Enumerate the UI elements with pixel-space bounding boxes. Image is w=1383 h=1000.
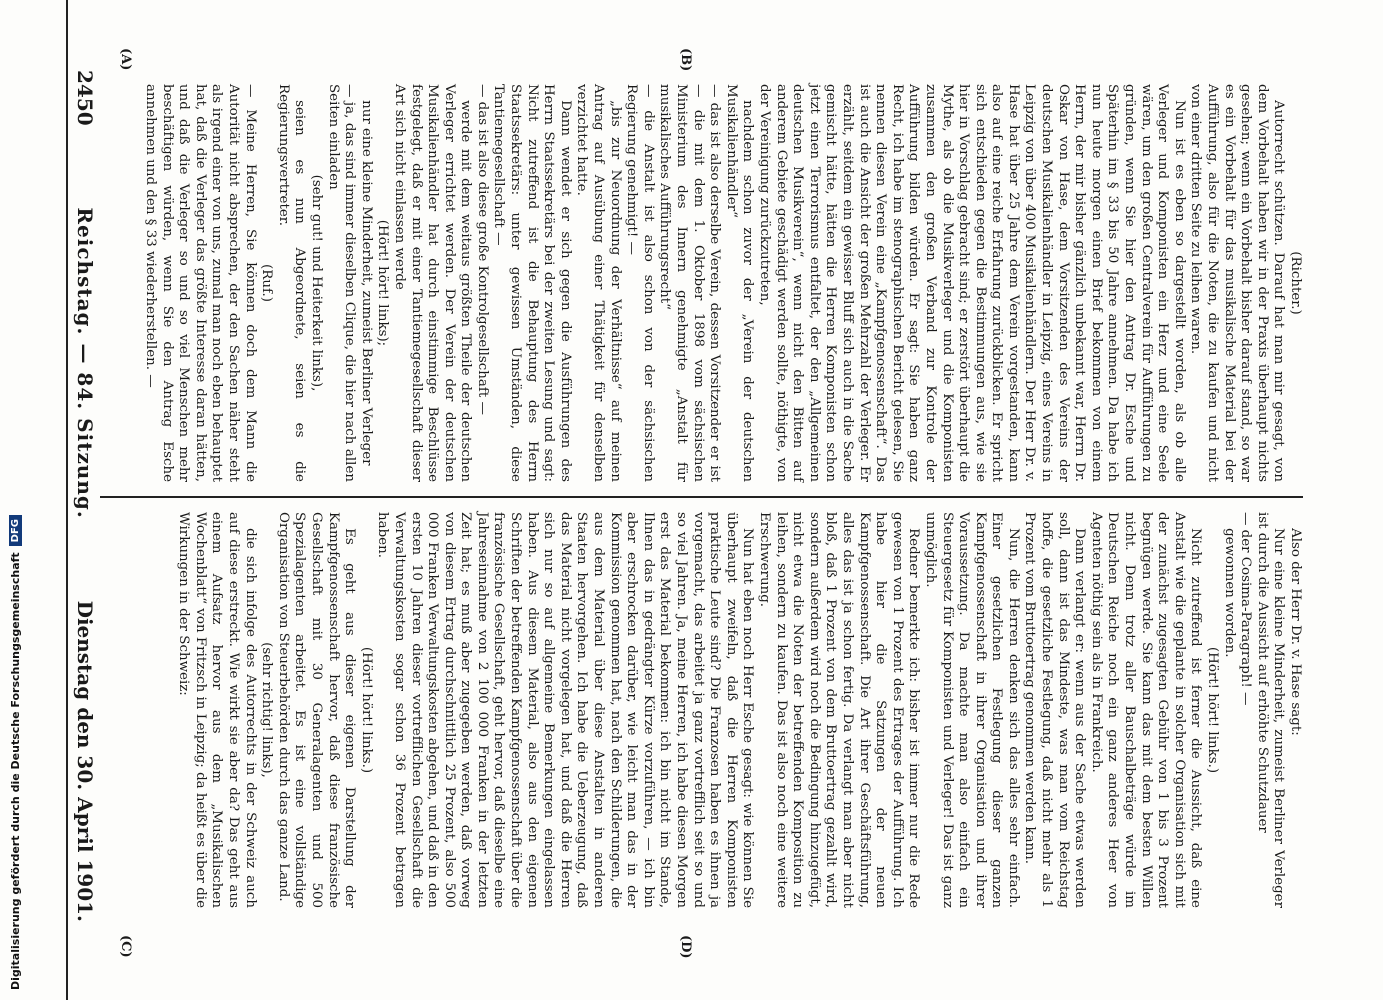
margin-marker-c: (C) <box>118 935 133 958</box>
paragraph: Nun ist es eben so dargestellt worden, als ob alle Verleger und Komponisten ein Herz und eine Seele wären, um den großen Centralverein für Aufführungen zu gründen, wenn Sie hier den Antrag Dr. Esche und Späterhin im § 33 bis 50 Jahre annehmen. Da habe ich nun heute morgen einen Brief bekommen von einem Herrn, der mir bisher gänzlich unbekannt war, Herrn Dr. Oskar von Hase, dem Vorsitzenden des Vereins der deutschen Musikalienhändler in Leipzig, eines Vereins in Leipzig von über 400 Musikalienhändlern. Der Herr Dr. v. Hase hat über 25 Jahre dem Verein vorgestanden, kann also auf eine reiche Erfahrung zurückblicken. Er spricht sich entschieden gegen die Bestimmungen aus, wie sie hier in Vorschlag gebracht sind; er zerstört überhaupt die Mythe, als ob die Musikverleger und die Komponisten zusammen den großen Verband zur Kontrole der Aufführung bilden würden. Er sagt: Sie haben ganz Recht, ich habe im stenographischen Bericht gelesen, Sie nennen diesen Verein eine „Kampfgenossenschaft“. Das ist auch die Ansicht der großen Mehrzahl der Verleger. Er erzählt, seitdem ein gewisser Bluff sich auch in die Sache gemischt hätte, hätten die Herren Komponisten schon jetzt einen Terrorismus entfaltet, der den „Allgemeinen deutschen Musikverein“, wenn nicht den Bitten auf anderem Gebiete geschädigt werden sollte, nöthigte, von der Vereinigung zurückzutreten, <box>757 84 1187 482</box>
paragraph: — Meine Herren, Sie können doch dem Mann die Autorität nicht absprechen, der den Sachen näher steht als irgend einer von uns, zumal man noch eben behauptet hat, daß die Verleger das größte Interesse daran hätten, und daß die Verleger so und so viel Menschen mehr beschäftigen würden, wenn Sie den Antrag Esche annehmen und den § 33 wiederherstellen. — <box>143 84 258 482</box>
paragraph: Autorrecht schützen. Darauf hat man mir gesagt, von dem Vorbehalt haben wir in der Praxis überhaupt nichts gesehen; wenn ein Vorbehalt bisher darauf stand, so war es ein Vorbehalt für das musikalische Material bei der Aufführung, also für die Noten, die zu kaufen und nicht von einer dritten Seite zu leihen waren. <box>1188 84 1287 482</box>
text-columns <box>100 70 1303 922</box>
right-column <box>100 496 1303 922</box>
left-column <box>100 70 1303 496</box>
paragraph: Es geht aus dieser eigenen Darstellung der Kampfgenossenschaft hervor, daß diese französische Gesellschaft mit 30 Generalagenten und 500 Spezialagenten arbeitet. Es ist eine vollständige Organisation von Steuerbehörden durch das ganze Land. <box>275 512 358 908</box>
paragraph: (Hört! hört! links.) <box>1205 646 1221 774</box>
paragraph: (Hört! hört! links); <box>375 219 391 347</box>
paragraph: Dann verlangt er: wenn aus der Sache etwas werden soll, dann ist das Mindeste, was man vom Reichstag hoffe, die gesetzliche Festlegung, daß nicht mehr als 1 Prozent vom Bruttoertrag genommen werden kann. <box>1022 512 1088 908</box>
paragraph: — der Cosima-Paragraph! — <box>1238 512 1254 706</box>
paragraph: werde mit dem weitaus größten Theile der deutschen Verleger errichtet werden. Der Verein der deutschen Musikalienhändler hat durch einstimmige Beschlüsse festgelegt, daß er mit einer Tantiemegesellschaft dieser Art sich nicht einlassen werde <box>391 84 474 482</box>
paragraph: — das ist also diese große Kontrolgesellschaft — <box>474 84 490 415</box>
page-date: Dienstag den 30. April 1901. <box>73 600 97 922</box>
paragraph: nachdem schon zuvor der „Verein der deutschen Musikalienhändler“ <box>723 84 756 482</box>
paragraph: (Ruf.) <box>259 264 275 302</box>
margin-marker-a: (A) <box>118 48 133 71</box>
paragraph: Nur eine kleine Minderheit, zumeist Berliner Verleger ist durch die Aussicht auf erhöhte Schutzdauer <box>1254 512 1287 908</box>
margin-marker-b: (B) <box>678 48 693 72</box>
paragraph: gewonnen worden. <box>1221 528 1237 658</box>
digitization-credit: Digitalisierung gefördert durch die Deutsche Forschungsgemeinschaft <box>8 552 22 990</box>
paragraph: — das ist also derselbe Verein, dessen Vorsitzender er ist — die mit dem 1. Oktober 1898 vom sächsischen Ministerium des Innern genehmigte „Anstalt für musikalisches Aufführungsrecht“ <box>657 84 723 482</box>
page-number: 2450 <box>73 70 97 126</box>
paragraph: Nicht zutreffend ist ferner die Aussicht, daß eine Anstalt wie die geplante in solcher Organisation sich mit der zunächst zugesagten Gebühr von 1 bis 3 Prozent begnügen werde. Sie kann das mit dem besten Willen nicht. Denn trotz aller Bauschalbeträge würde im Deutschen Reiche noch ein ganz anderes Heer von Agenten nöthig sein als in Frankreich. <box>1088 512 1204 908</box>
dfg-logo: DFG <box>9 515 22 546</box>
paragraph: (sehr richtig! links), <box>259 642 275 778</box>
paragraph: die sich infolge des Autorrechts in der Schweiz auch auf diese erstreckt. Wie wirkt sie aber da? Das geht aus einem Aufsatz hervor aus dem „Musikalischen Wochenblatt“ von Fritzsch in Leipzig; da heißt es über die Wirkungen in der Schweiz: <box>176 512 258 908</box>
paragraph: (Hört! hört! links.) <box>358 646 374 774</box>
paragraph: „bis zur Neuordnung der Verhältnisse“ auf meinen Antrag auf Ausübung einer Thätigkeit für denselben verzichtet hatte. <box>574 84 623 482</box>
footer-strip <box>0 0 30 1000</box>
paragraph: Dann wendet er sich gegen die Ausführungen des Herrn Staatssekretärs bei der zweiten Lesung und sagt: Nicht zutreffend ist die Behauptung des Herrn Staatssekretärs: unter gewissen Umständen, diese Tantiemegesellschaft — <box>491 84 573 482</box>
paragraph: Redner bemerkte ich: bisher ist immer nur die Rede gewesen von 1 Prozent des Ertrages der Aufführung. Ich habe hier die Satzungen der neuen Kampfgenossenschaft. Die Art ihrer Geschäftsführung, alles das ist ja schon fertig. Da verlangt man aber nicht bloß, daß 1 Prozent von dem Bruttoertrag gezahlt wird, sondern außerdem wird noch die Bedingung hinzugefügt, nicht etwa die Noten der betreffenden Komposition zu leihen, sondern zu kaufen. Das ist also noch eine weitere Erschwerung. <box>757 512 922 908</box>
paragraph: (sehr gut! und Heiterkeit links), <box>308 174 324 392</box>
paragraph: seien es nun Abgeordnete, seien es die Regierungsvertreter. <box>275 84 308 482</box>
page-title: Reichstag. — 84. Sitzung. <box>73 207 97 519</box>
paragraph: — ja, das sind immer dieselben Clique, die hier nach allen Seiten einladen <box>325 84 358 482</box>
paragraph: (Richter.) <box>1288 251 1303 315</box>
paragraph: Nun, die Herren denken sich das alles sehr einfach. Einer gesetzlichen Festlegung dieser ganzen Kampfgenossenschaft in ihrer Organisation und ihrer Voraussetzung. Da machte man also einfach ein Steuergesetz für Komponisten und Verleger! Das ist ganz unmöglich. <box>922 512 1021 908</box>
paragraph: Also der Herr Dr. v. Hase sagt: <box>1288 528 1303 736</box>
paragraph: — die Anstalt ist also schon von der sächsischen Regierung genehmigt! — <box>624 84 656 482</box>
margin-marker-d: (D) <box>678 935 693 959</box>
paragraph: Nun hat eben noch Herr Esche gesagt: wie können Sie überhaupt zweifeln, daß die Herren Komponisten praktische Leute sind? Die Franzosen haben es ihnen ja vorgemacht, das arbeitet ja ganz vortrefflich seit so und so viel Jahren. Ja, meine Herren, ich habe diesen Morgen erst das Material bekommen: ich bin nicht im Stande, Ihnen das in gedrängter Kürze vorzuführen, — ich bin aber erschrocken darüber, wie leicht man das in der Kommission genommen hat, nach den Schilderungen, die aus dem Material über diese Anstalten in anderen Staaten hervorgehen. Ich habe die Ueberzeugung, daß das Material nicht vorgelegen hat, und daß die Herren sich nur so auf allgemeine Bemerkungen eingelassen haben. Aus diesem Material, also aus den eigenen Schriften der betreffenden Kampfgenossenschaft über die französische Gesellschaft, geht hervor, daß dieselbe eine Jahreseinnahme von 2 100 000 Franken in der letzten Zeit hat; es muß aber zugegeben werden, daß vorweg von diesem Ertrag durchschnittlich 25 Prozent, also 500 000 Franken Verwaltungskosten abgehen, und daß in den ersten 10 Jahren dieser vortrefflichen Gesellschaft die Verwaltungskosten sogar schon 36 Prozent betragen haben. <box>375 512 756 908</box>
paragraph: nur eine kleine Minderheit, zumeist Berliner Verleger <box>358 100 374 466</box>
page-header <box>66 0 102 1000</box>
